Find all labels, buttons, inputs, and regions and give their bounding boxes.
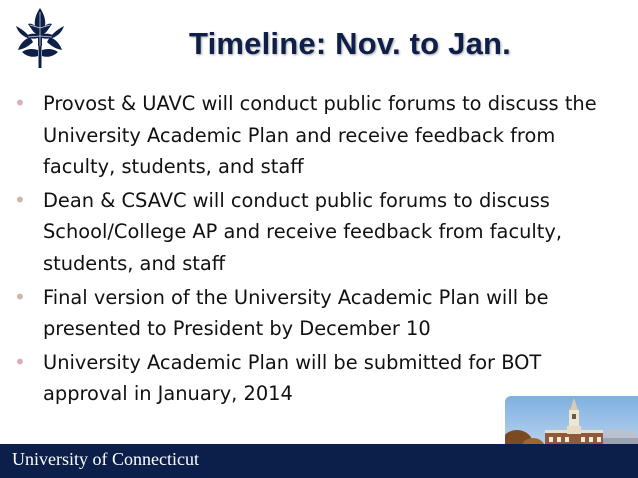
slide-title: Timeline: Nov. to Jan.	[189, 26, 511, 61]
bullet-item: • Dean & CSAVC will conduct public forums to discuss School/College AP and receive feedback from faculty, students, and staff	[14, 185, 604, 280]
bullet-item: • Provost & UAVC will conduct public forums to discuss the University Academic Plan and receive feedback from faculty, students, and staff	[14, 88, 604, 183]
bullet-list	[14, 88, 604, 412]
footer-university-name: University of Connecticut	[12, 449, 199, 469]
oak-leaf-logo-icon	[8, 6, 72, 70]
bullet-item: • Final version of the University Academic Plan will be presented to President by December 10	[14, 282, 604, 345]
bullet-item: • University Academic Plan will be submitted for BOT approval in January, 2014	[14, 347, 604, 410]
footer-bar	[0, 444, 638, 478]
